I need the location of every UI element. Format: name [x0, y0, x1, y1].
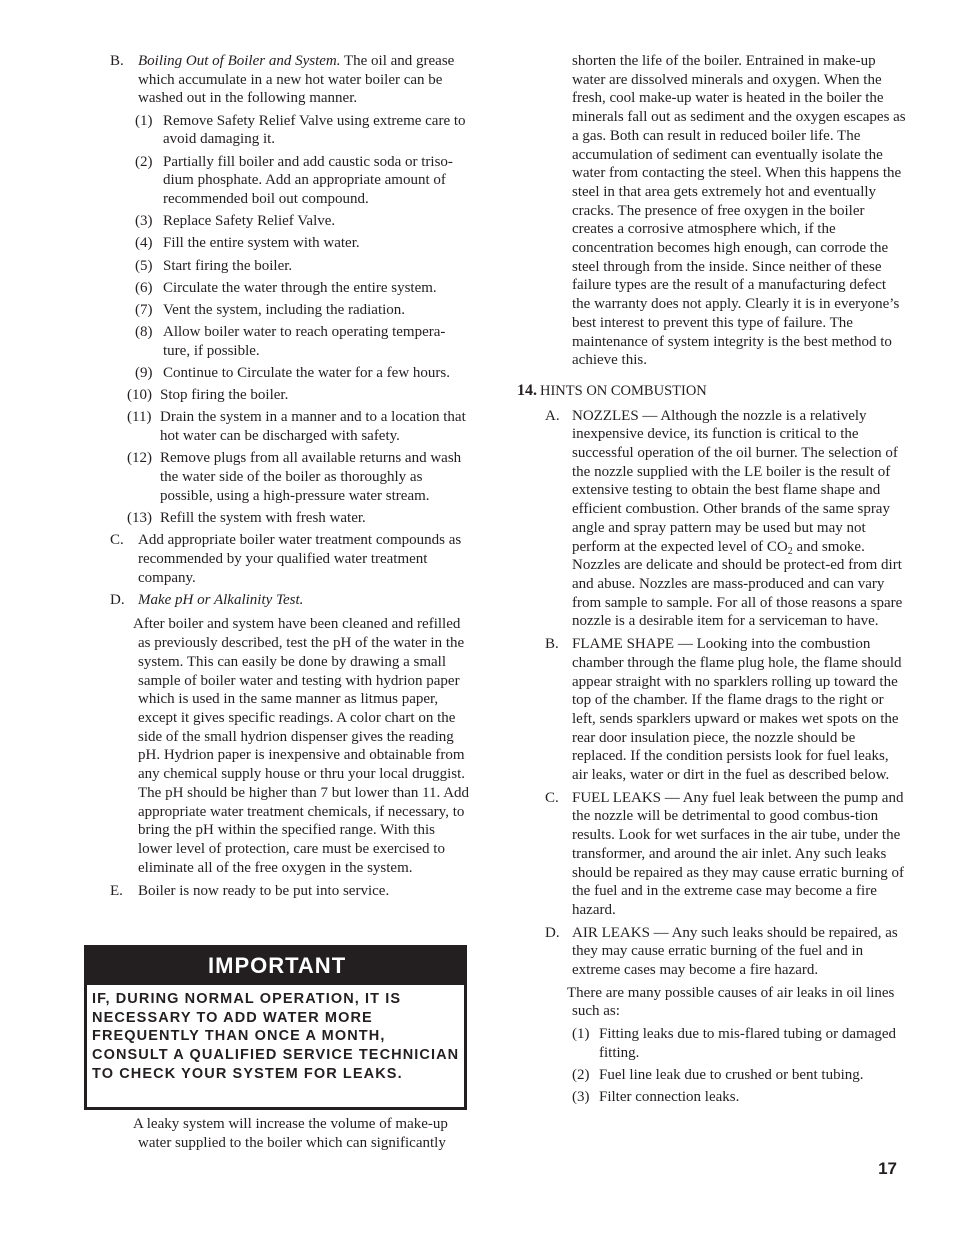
item-text: FLAME SHAPE — Looking into the combustion chamber through the flame plug hole, the flame should appear straight with no sparklers rolling up toward the top of the chamber. If the flame drags to the right or left, sends sparklers upward or makes wet spots on the rear door insulation piece, the nozzle should be replaced. If the condition persists look for fuel leaks, air leaks, water or dirt in the fuel as described below. [572, 636, 902, 784]
step-number: (10) [127, 387, 152, 404]
item-text: AIR LEAKS — Any such leaks should be repaired, as they may cause erratic burning of the fuel and in extreme cases may become a fire hazard. [572, 924, 898, 979]
step-number: (12) [127, 450, 152, 467]
item-d-air-leaks [517, 924, 907, 980]
subscript: 2 [787, 545, 793, 557]
step-8 [110, 323, 470, 360]
item-e-ready [110, 882, 470, 901]
item-text: The oil and grease which accumulate in a new hot water boiler can be washed out in the following manner. [138, 53, 455, 107]
step-text: Vent the system, including the radiation. [163, 301, 406, 318]
step-text: Remove Safety Relief Valve using extreme care to avoid damaging it. [163, 112, 466, 148]
section-number: 14. [517, 381, 537, 399]
item-label: D. [545, 924, 560, 941]
step-12 [110, 449, 470, 505]
step-6 [110, 279, 470, 298]
step-number: (6) [135, 279, 153, 296]
cause-1 [517, 1025, 907, 1062]
item-text: Boiler is now ready to be put into service. [138, 883, 390, 900]
step-text: Stop firing the boiler. [160, 387, 289, 404]
cause-2 [517, 1066, 907, 1085]
step-5 [110, 257, 470, 276]
item-text: Add appropriate boiler water treatment compounds as recommended by your qualified water treatment company. [138, 532, 462, 586]
right-column [517, 52, 907, 1110]
cause-text: Filter connection leaks. [599, 1089, 740, 1106]
step-number: (1) [135, 112, 153, 129]
step-text: Refill the system with fresh water. [160, 509, 366, 526]
step-1 [110, 112, 470, 149]
important-notice-box [84, 945, 467, 1110]
item-label: B. [110, 53, 124, 69]
step-text: Circulate the water through the entire system. [163, 279, 437, 296]
step-13 [110, 509, 470, 528]
section-heading [517, 382, 907, 401]
left-column [110, 52, 470, 905]
step-text: Replace Safety Relief Valve. [163, 213, 336, 230]
step-number: (2) [135, 153, 153, 170]
step-11 [110, 408, 470, 445]
item-label: B. [545, 636, 559, 653]
item-label: C. [545, 789, 559, 806]
item-title: Make pH or Alkalinity Test. [138, 591, 304, 608]
item-c-fuel-leaks [517, 789, 907, 920]
step-10 [110, 386, 470, 405]
item-label: A. [545, 407, 560, 424]
step-text: Allow boiler water to reach operating tempera-ture, if possible. [163, 324, 446, 359]
leaky-system-paragraph [110, 1115, 470, 1152]
step-text: Fill the entire system with water. [163, 235, 360, 252]
cause-number: (1) [572, 1026, 590, 1043]
important-text: IF, DURING NORMAL OPERATION, IT IS NECESSARY TO ADD WATER MORE FREQUENTLY THAN ONCE A MONTH, CONSULT A QUALIFIED SERVICE TECHNICIAN TO CHECK YOUR SYSTEM FOR LEAKS. [92, 991, 460, 1082]
step-text: Drain the system in a manner and to a location that hot water can be discharged with safety. [160, 409, 466, 445]
cause-3 [517, 1088, 907, 1107]
step-number: (7) [135, 301, 153, 318]
item-b-boiling-out [110, 52, 470, 108]
item-d-ph-test [110, 591, 470, 610]
step-text: Start firing the boiler. [163, 257, 293, 274]
important-heading: IMPORTANT [87, 945, 464, 985]
paragraph-text: A leaky system will increase the volume of make-up water supplied to the boiler which can significantly [133, 1116, 448, 1151]
cause-number: (3) [572, 1089, 590, 1106]
cause-text: Fitting leaks due to mis-flared tubing or damaged fitting. [599, 1026, 897, 1061]
step-number: (8) [135, 324, 153, 341]
step-number: (13) [127, 509, 152, 526]
item-a-nozzles [517, 407, 907, 631]
item-label: C. [110, 532, 124, 549]
step-4 [110, 234, 470, 253]
step-number: (9) [135, 365, 153, 382]
step-number: (3) [135, 213, 153, 230]
air-leaks-paragraph: There are many possible causes of air leaks in oil lines such as: [567, 984, 895, 1020]
step-number: (5) [135, 257, 153, 274]
ph-test-paragraph: After boiler and system have been cleaned and refilled as previously described, test the pH of the water in the system. This can easily be done by drawing a small sample of boiler water and testing with hydrion paper which is used in the same manner as litmus paper, except it gives specific readings. A color chart on the side of the small hydrion dispenser gives the reading pH. Hydrion paper is inexpensive and obtainable from any chemical supply house or thru your local druggist. The pH should be higher than 7 but lower than 11. Add appropriate water treatment chemicals, if necessary, to bring the pH within the specified range. With this lower level of protection, care must be exercised to eliminate all of the free oxygen in the system. [133, 616, 470, 876]
section-title: HINTS ON COMBUSTION [540, 382, 707, 399]
step-7 [110, 301, 470, 320]
cause-number: (2) [572, 1067, 590, 1084]
item-title: Boiling Out of Boiler and System. [138, 53, 341, 69]
item-c-water-treatment [110, 531, 470, 587]
item-text-cont: and smoke. Nozzles are delicate and should be protect-ed from dirt and abuse. Nozzles are mass-produced and can vary from sample to sample. For all of those reasons a spare nozzle is a desirable item for a serviceman to have. [572, 538, 903, 630]
item-label: E. [110, 883, 123, 900]
item-text: FUEL LEAKS — Any fuel leak between the pump and the nozzle will be detrimental to good combus-tion results. Look for wet surfaces in the air tube, under the transformer, and around the air inlet. Any such leaks should be repaired as they may cause erratic burning of the fuel and in the extreme case may become a fire hazard. [572, 789, 904, 918]
page-number: 17 [878, 1159, 897, 1178]
step-number: (4) [135, 235, 153, 252]
cause-text: Fuel line leak due to crushed or bent tubing. [599, 1067, 864, 1084]
step-9 [110, 364, 470, 383]
item-text: NOZZLES — Although the nozzle is a relatively inexpensive device, its function is critical to the successful operation of the oil burner. The selection of the nozzle supplied with the LE boiler is the result of extensive testing to obtain the best flame shape and efficient combustion. Other brands of the same spray angle and spray pattern may be used but may not perform at the expected level of CO [572, 407, 898, 555]
continued-paragraph: shorten the life of the boiler. Entrained in make-up water are dissolved minerals and oxygen. When the fresh, cool make-up water is heated in the boiler the minerals fall out as sediment and the oxygen escapes as a gas. Both can result in reduced boiler life. The accumulation of sediment can eventually isolate the water from contacting the steel. When this happens the steel in that area gets extremely hot and eventually cracks. The presence of free oxygen in the boiler creates a corrosive atmosphere which, if the concentration becomes high enough, can corrode the steel through from the inside. Since neither of these failure types are the result of a manufacturing defect the warranty does not apply. Clearly it is in everyone’s best interest to prevent this type of failure. The maintenance of system integrity is the best method to achieve this. [572, 53, 906, 369]
step-text: Continue to Circulate the water for a few hours. [163, 365, 450, 382]
step-text: Partially fill boiler and add caustic soda or triso-dium phosphate. Add an appropriate amount of recommended boil out compound. [163, 153, 453, 207]
step-number: (11) [127, 409, 152, 426]
item-label: D. [110, 591, 125, 608]
step-2 [110, 153, 470, 209]
step-text: Remove plugs from all available returns and wash the water side of the boiler as thoroughly as possible, using a high-pressure water stream. [160, 450, 462, 504]
step-3 [110, 212, 470, 231]
item-b-flame-shape [517, 635, 907, 785]
